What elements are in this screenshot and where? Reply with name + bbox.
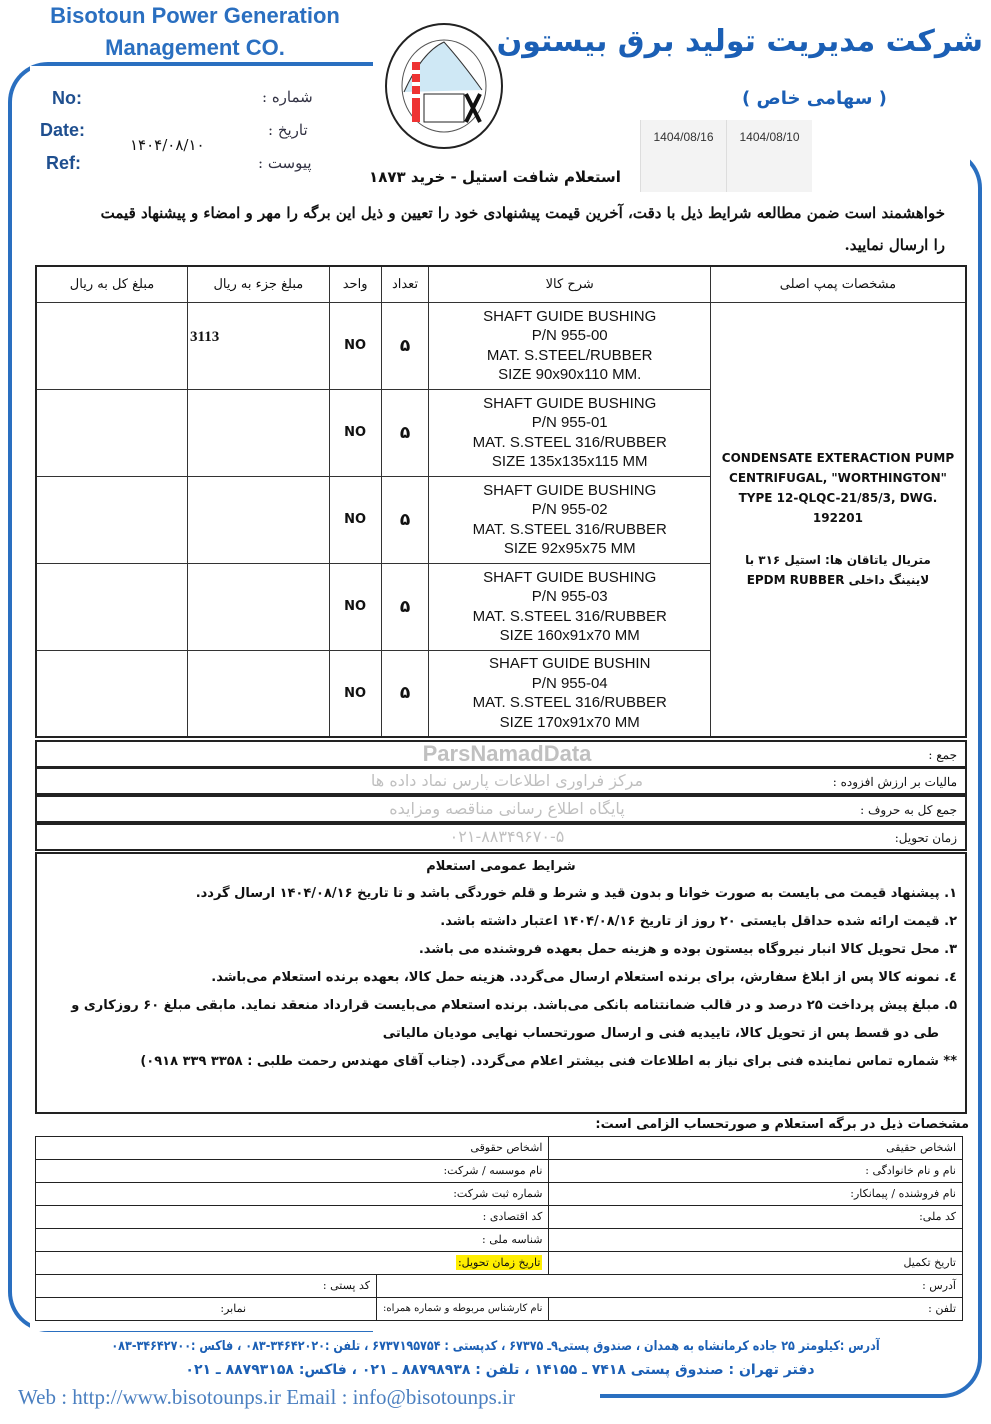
condition-item: ۲. قیمت ارائه شده حداقل بایستی ۲۰ روز از تاریخ ۱۴۰۴/۰۸/۱۶ اعتبار داشته باشد. [440,914,957,929]
col-desc: شرح کالا [429,266,710,302]
qty-cell: ۵ [381,650,429,737]
company-type: ( سهامی خاص ) [742,88,887,109]
desc-cell [429,302,710,389]
sum-row [35,740,967,768]
desc-cell [429,650,710,737]
info-row [36,1137,963,1160]
legal-person-field[interactable] [36,1160,549,1183]
desc-line: SHAFT GUIDE BUSHING [483,481,657,499]
unit-cell: NO [329,563,381,650]
desc-line: MAT. S.STEEL 316/RUBBER [472,694,667,712]
desc-line: SHAFT GUIDE BUSHING [483,568,657,586]
desc-line: P/N 955-03 [531,588,608,605]
desc-line: SIZE 135x135x115 MM [491,453,648,470]
unit-price-cell[interactable]: 3113 [188,302,330,389]
desc-line: MAT. S.STEEL 316/RUBBER [472,433,667,451]
desc-line: SIZE 160x91x70 MM [499,627,640,644]
pump-spec-cell [710,302,966,737]
desc-cell [429,476,710,563]
desc-line: P/N 955-02 [531,501,608,518]
deadline-date: 1404/08/16 [640,120,726,192]
desc-line: P/N 955-04 [531,674,608,692]
table-header [36,266,966,302]
desc-line: P/N 955-01 [531,414,608,431]
postal-code-field[interactable]: کد پستی : [36,1275,377,1298]
info-row [36,1252,963,1275]
items-table [35,265,967,738]
footer-web-email[interactable]: Web : http://www.bisotounps.ir Email : info@bisotounps.ir [18,1385,515,1409]
legal-person-label: کد اقتصادی : [482,1210,543,1223]
total-words-label: جمع کل به حروف : [860,803,957,817]
natural-person-field[interactable]: اشخاص حقیقی [549,1137,963,1160]
legal-person-field[interactable] [36,1229,549,1252]
legal-person-label: اشخاص حقوقی [470,1141,543,1154]
col-unit-price: مبلغ جزء به ریال [188,266,330,302]
intro-text: خواهشمند است ضمن مطالعه شرایط ذیل با دقت، آخرین قیمت پیشنهادی خود را تعیین و ذیل این برگه را مهر و امضاء و پیشنهاد قیمت را ارسال نمایید. [100,204,945,254]
condition-item: ۱. پیشنهاد قیمت می بایست به صورت خوانا و بدون قید و شرط و قلم خوردگی باشد و تا تاریخ ۱۴۰۴/۰۸/۱۶ ارسال گردد. [195,886,957,901]
total-cell[interactable] [36,302,188,389]
natural-person-field[interactable]: تاریخ تکمیل [549,1252,963,1275]
ref-label-fa: پیوست : [258,154,312,172]
pump-spec: CONDENSATE EXTERACTION PUMP CENTRIFUGAL, "WORTHINGTON" TYPE 12-QLQC-21/85/3, DWG. 192201 [721,451,955,526]
contact-note: ** شماره تماس نماینده فنی برای نیاز به اطلاعات فنی بیشتر اعلام می‌گردد. (جناب آقای مهندس رحمت طلبی : ۳۳۵۸ ۳۳۹ ۰۹۱۸) [140,1054,957,1069]
condition-item: ٤. نمونه کالا پس از ابلاغ سفارش، برای برنده استعلام ارسال می‌گردد. هزینه حمل کالا، بعهده برنده استعلام می‌باشد. [211,970,957,985]
conditions-heading: شرایط عمومی استعلام [426,859,576,874]
no-label: No: [52,88,82,108]
delivery-row [35,823,967,851]
info-row [36,1229,963,1252]
desc-line: SHAFT GUIDE BUSHING [483,394,657,412]
delivery-label: زمان تحویل: [894,831,957,845]
desc-cell [429,563,710,650]
total-cell[interactable] [36,563,188,650]
info-row [36,1183,963,1206]
legal-person-label: شماره ثبت شرکت: [453,1187,543,1200]
legal-person-field[interactable] [36,1252,549,1275]
footer-address: آدرس :کیلومتر ۲۵ جاده کرمانشاه به همدان ، صندوق پستی۹ـ ۶۷۳۷۵ ، کدپستی : ۶۷۳۷۱۹۵۷۵۴ ، تلفن :۳۴۶۴۲۰۲۰-۰۸۳ ، فاکس :۳۴۶۴۲۷۰۰-۰۸۳ [111,1339,880,1354]
legal-person-label: شناسه ملی : [482,1233,543,1246]
desc-line: SIZE 90x90x110 MM. [498,366,642,383]
unit-cell: NO [329,476,381,563]
desc-cell [429,389,710,476]
total-cell[interactable] [36,476,188,563]
watermark-phone: ۰۲۱-۸۸۳۴۹۶۷۰-۵ [449,827,565,846]
total-cell[interactable] [36,650,188,737]
date-value: ۱۴۰۴/۰۸/۱۰ [130,136,205,154]
desc-line: SHAFT GUIDE BUSHIN [489,655,651,673]
unit-price-cell[interactable] [188,563,330,650]
unit-price-cell[interactable] [188,476,330,563]
table-row [36,302,966,389]
desc-line: SIZE 92x95x75 MM [503,540,636,557]
qty-cell: ۵ [381,389,429,476]
expert-field[interactable]: نام کارشناس مربوطه و شماره همراه: [377,1298,549,1321]
pump-material: متریال یاتاقان ها: استیل ۳۱۶ با لاینینگ داخلی EPDM RUBBER [745,553,931,588]
legal-person-label: تاریخ زمان تحویل: [457,1256,541,1269]
sum-label: جمع : [928,748,957,762]
unit-price-cell[interactable] [188,650,330,737]
col-pump: مشخصات پمپ اصلی [710,266,966,302]
conditions-box [35,852,967,1114]
address-field[interactable]: آدرس : [377,1275,963,1298]
natural-person-field[interactable]: نام فروشنده / پیمانکار: [549,1183,963,1206]
info-row [36,1206,963,1229]
col-total: مبلغ کل به ریال [36,266,188,302]
issue-date: 1404/08/10 [726,120,812,192]
required-heading: مشخصات ذیل در برگه استعلام و صورتحساب الزامی است: [595,1117,969,1132]
vendor-info-table [35,1136,963,1321]
company-logo [382,22,506,150]
natural-person-field[interactable]: نام و نام خانوادگی : [549,1160,963,1183]
legal-person-field[interactable] [36,1183,549,1206]
company-name-fa: شرکت مدیریت تولید برق بیستون [496,24,983,59]
company-name-en: Bisotoun Power Generation Management CO. [50,3,340,60]
condition-item: ۵. مبلغ پیش پرداخت ۲۵ درصد و در قالب ضمانتنامه بانکی می‌باشد. برنده استعلام می‌بایست قرارداد منعقد نماید. مابقی مبلغ ۶۰ روزکاری و طی دو قسط پس از تحویل کالا، تاییدیه فنی و ارسال صورتحساب نهایی مودیان مالیاتی [71,998,957,1041]
vat-label: مالیات بر ارزش افزوده : [832,775,957,789]
desc-line: SHAFT GUIDE BUSHING [483,307,657,325]
ref-label: Ref: [46,153,81,173]
date-label-fa: تاریخ : [268,121,308,139]
unit-cell: NO [329,650,381,737]
unit-cell: NO [329,302,381,389]
condition-item: ۳. محل تحویل کالا انبار نیروگاه بیستون بوده و هزینه حمل بعهده فروشنده می باشد. [418,942,957,957]
natural-person-field[interactable] [549,1229,963,1252]
desc-line: P/N 955-00 [531,327,608,344]
desc-line: MAT. S.STEEL 316/RUBBER [472,520,667,538]
legal-person-label: نام موسسه / شرکت: [443,1164,543,1177]
date-stamp-box [640,120,812,192]
total-cell[interactable] [36,389,188,476]
desc-line: SIZE 170x91x70 MM [499,713,640,731]
col-qty: تعداد [381,266,429,302]
watermark-line: پایگاه اطلاع رسانی مناقصه ومزایده [389,799,625,818]
unit-price-cell[interactable] [188,389,330,476]
qty-cell: ۵ [381,476,429,563]
qty-cell: ۵ [381,563,429,650]
vat-row [35,767,967,795]
desc-line: MAT. S.STEEL/RUBBER [486,346,653,364]
legal-person-field[interactable] [36,1206,549,1229]
no-label-fa: شماره : [262,88,313,106]
date-label: Date: [40,120,86,140]
footer-tehran-office: دفتر تهران : صندوق پستی ۷۴۱۸ ـ ۱۴۱۵۵ ، تلفن : ۸۸۷۹۸۹۳۸ ـ ۰۲۱ ، فاکس: ۸۸۷۹۳۱۵۸ ـ ۰۲۱ [185,1362,815,1378]
unit-cell: NO [329,389,381,476]
document-title: استعلام شافت استیل - خرید ۱۸۷۳ [369,168,621,186]
col-unit: واحد [329,266,381,302]
phone-field[interactable]: تلفن : [549,1298,963,1321]
desc-line: MAT. S.STEEL 316/RUBBER [472,607,667,625]
watermark-line: مرکز فراوری اطلاعات پارس نماد داده ها [370,771,644,790]
info-row [36,1160,963,1183]
natural-person-field[interactable]: کد ملی: [549,1206,963,1229]
legal-person-field[interactable] [36,1137,549,1160]
fax-field[interactable]: نمابر: [36,1298,377,1321]
qty-cell: ۵ [381,302,429,389]
watermark: ParsNamadData [422,741,592,766]
total-words-row [35,795,967,823]
